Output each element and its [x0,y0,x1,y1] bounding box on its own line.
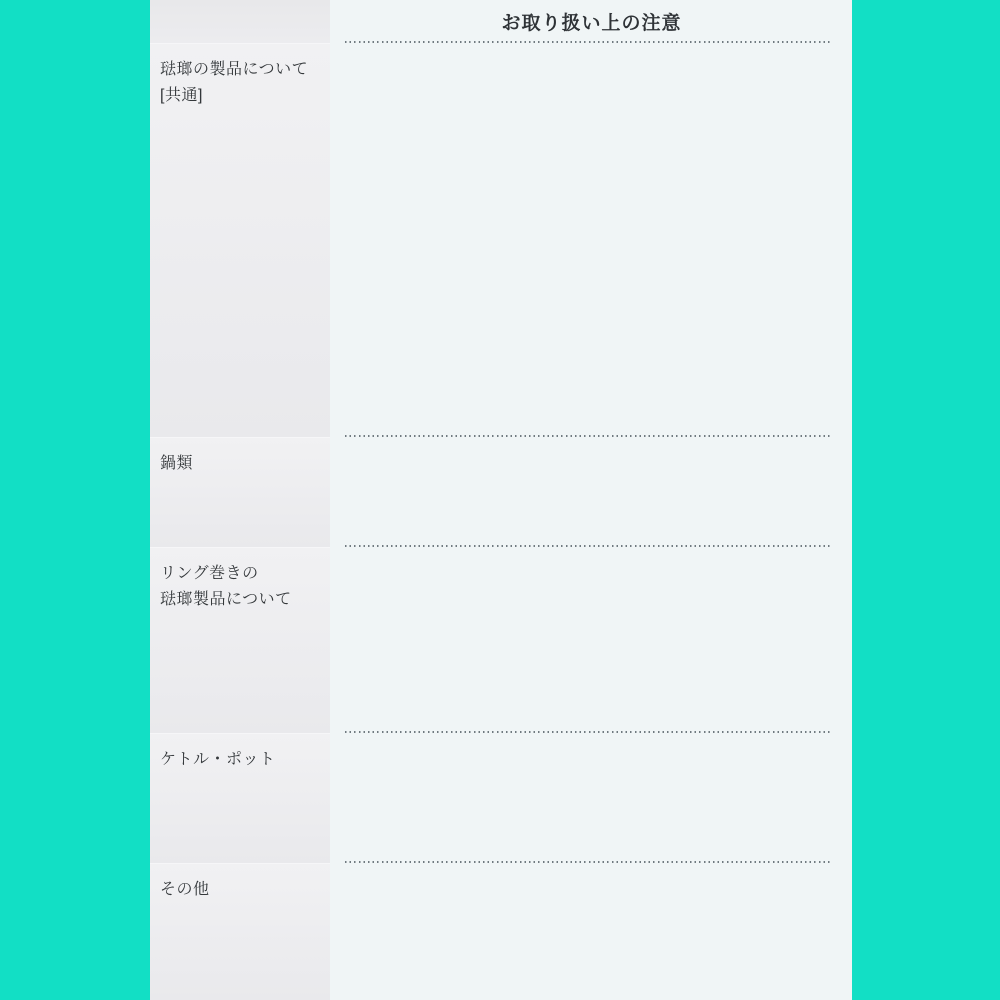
section-body [330,733,852,863]
section-row [150,733,852,863]
section-heading [150,733,330,863]
section-heading [150,437,330,547]
section-heading [150,863,330,1000]
section-row [150,43,852,437]
left-column-top [150,0,330,43]
title-cell [330,0,852,43]
section-row [150,437,852,547]
section-row [150,863,852,1000]
section-heading-line: 琺瑯の製品について [160,61,309,78]
section-row [150,547,852,733]
section-heading-line: 鍋類 [160,455,194,472]
section-heading-line: ケトル・ポット [160,751,276,768]
section-heading-line: その他 [160,881,210,898]
page-title: お取り扱い上の注意 [501,13,682,34]
section-heading-line: リング巻きの [160,565,259,582]
section-heading-line: 琺瑯製品について [160,591,292,609]
section-body [330,43,852,437]
section-body [330,863,852,1000]
section-heading-line: [共通] [160,87,203,105]
section-heading [150,547,330,733]
section-body [330,437,852,547]
instruction-sheet [150,0,852,1000]
title-row [150,0,852,43]
section-body [330,547,852,733]
section-heading [150,43,330,437]
